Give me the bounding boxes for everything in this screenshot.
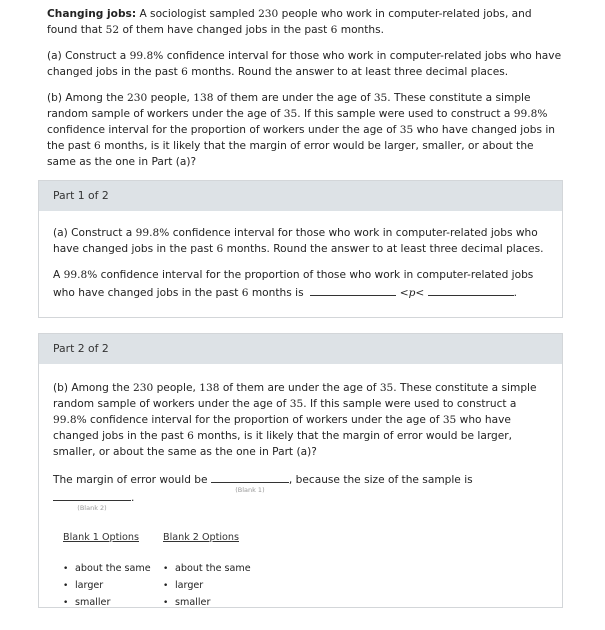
blank2-options	[163, 530, 251, 611]
problem-title: Changing jobs:	[47, 8, 137, 20]
part2-answer-line: The margin of error would be (Blank 1) , because the size of the sample is (Blank 2) .	[53, 470, 548, 506]
part1-question: (a) Construct a 99.8% confidence interval for those who work in computer-related jobs who have changed jobs in the past 6 months. Round the answer to at least three decimal places.	[53, 227, 544, 255]
blank1-options	[63, 530, 151, 611]
part2-question: (b) Among the 230 people, 138 of them are under the age of 35. These constitute a simple random sample of workers under the age of 35. If this sample were used to construct a 99.8% confidence interval for the proportion of workers under the age of 35 who have changed jobs in the past 6 months, is it likely that the margin of error would be larger, smaller, or about the same as the one in Part (a)?	[53, 382, 537, 458]
inequality-symbol: <p<	[399, 287, 425, 299]
blank2-option[interactable]: • smaller	[163, 594, 251, 611]
options-area	[53, 530, 548, 620]
blank2-options-title: Blank 2 Options	[163, 532, 239, 543]
blank2-option[interactable]: • larger	[163, 577, 251, 594]
intro-paragraph: Changing jobs: A sociologist sampled 230 people who work in computer-related jobs, and found that 52 of them have changed jobs in the past 6 months.	[47, 8, 532, 36]
blank1-field[interactable]	[211, 470, 289, 494]
blank1-options-title: Blank 1 Options	[63, 532, 139, 543]
blank2-caption: (Blank 2)	[77, 504, 107, 512]
upper-bound-input[interactable]	[428, 283, 514, 296]
part1-answer-line: A 99.8% confidence interval for the proportion of those who work in computer-related jobs who have changed jobs in the past 6 months is <p< .	[53, 269, 534, 299]
blank1-option[interactable]: • smaller	[63, 594, 151, 611]
part1-card	[38, 180, 563, 318]
blank2-field[interactable]	[53, 488, 131, 512]
intro-part-a: (a) Construct a 99.8% confidence interval for those who work in computer-related jobs who have changed jobs in the past 6 months. Round the answer to at least three decimal places.	[47, 50, 562, 78]
part2-card	[38, 333, 563, 608]
blank1-caption: (Blank 1)	[235, 486, 265, 494]
blank1-option[interactable]: • about the same	[63, 560, 151, 577]
blank2-option[interactable]: • about the same	[163, 560, 251, 577]
problem-statement	[47, 6, 563, 180]
part2-header: Part 2 of 2	[39, 334, 562, 364]
lower-bound-input[interactable]	[310, 283, 396, 296]
intro-part-b: (b) Among the 230 people, 138 of them are under the age of 35. These constitute a simple random sample of workers under the age of 35. If this sample were used to construct a 99.8% confidence interval for the proportion of workers under the age of 35 who have changed jobs in the past 6 months, is it likely that the margin of error would be larger, smaller, or about the same as the one in Part (a)?	[47, 92, 555, 168]
part1-header: Part 1 of 2	[39, 181, 562, 211]
blank1-option[interactable]: • larger	[63, 577, 151, 594]
